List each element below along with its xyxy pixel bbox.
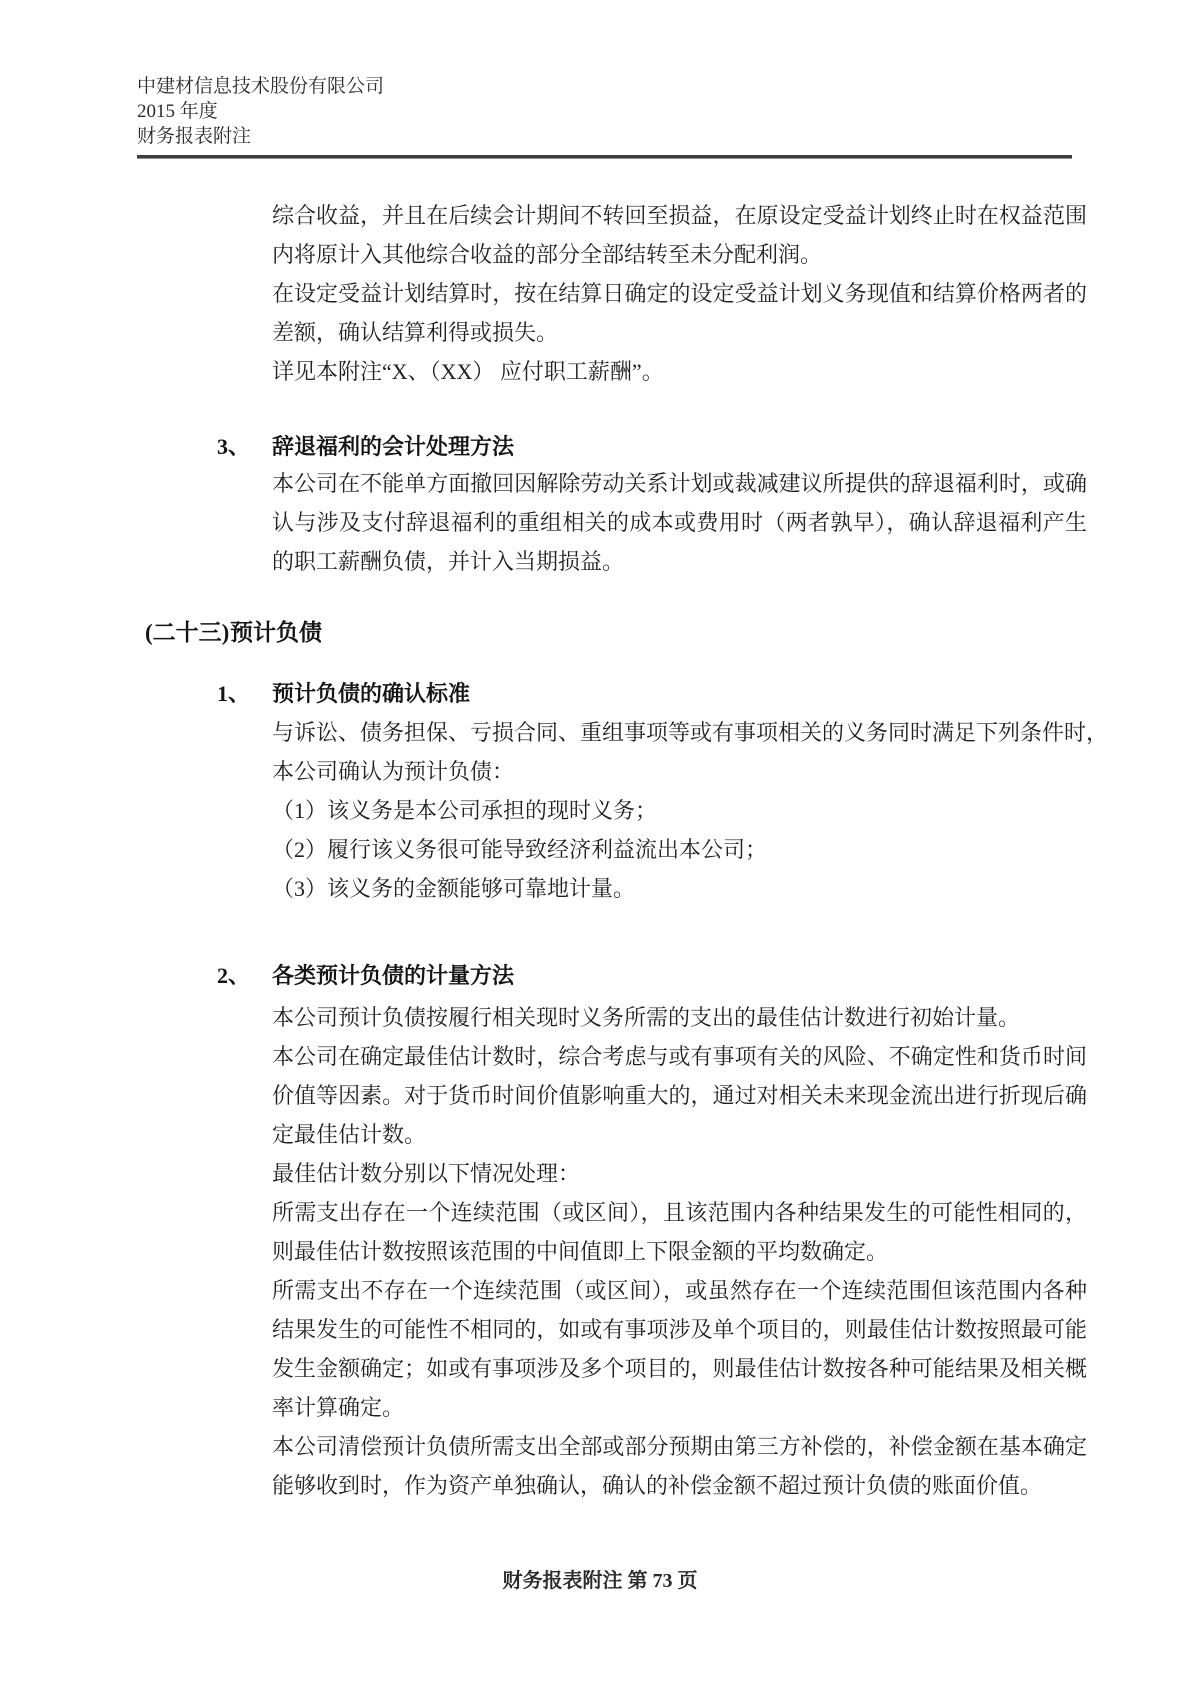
paragraph-line: 结果发生的可能性不相同的，如或有事项涉及单个项目的，则最佳估计数按照最可能 [272,1317,1087,1342]
heading-title: 预计负债的确认标准 [272,681,471,706]
paragraph-line: 最佳估计数分别以下情况处理： [272,1161,581,1186]
para-provision-recognition [272,713,1109,908]
heading-provision-recognition [217,674,1087,713]
paragraph-line: 内将原计入其他综合收益的部分全部结转至未分配利润。 [272,242,823,267]
paragraph-line: 则最佳估计数按照该范围的中间值即上下限金额的平均数确定。 [272,1239,889,1264]
para-termination-benefits [272,464,1087,581]
section-number: (二十三) [145,620,230,645]
header-year: 2015 年度 [137,101,218,122]
paragraph-line: 详见本附注“X、（XX） 应付职工薪酬”。 [272,359,664,384]
section-title: 预计负债 [230,620,322,645]
paragraph-line: 认与涉及支付辞退福利的重组相关的成本或费用时（两者孰早），确认辞退福利产生 [272,510,1087,535]
paragraph-line: 率计算确定。 [272,1395,405,1420]
paragraph-line: 的职工薪酬负债，并计入当期损益。 [272,549,625,574]
header-rule [137,155,1072,159]
heading-section-23-provisions [145,613,1087,652]
paragraph-line: 所需支出存在一个连续范围（或区间），且该范围内各种结果发生的可能性相同的， [272,1200,1087,1225]
paragraph-line: 本公司确认为预计负债： [272,759,515,784]
para-provision-measurement [272,998,1087,1505]
paragraph-line: （2）履行该义务很可能导致经济利益流出本公司； [272,837,768,862]
paragraph-line: 差额，确认结算利得或损失。 [272,320,559,345]
paragraph-line: 本公司清偿预计负债所需支出全部或部分预期由第三方补偿的，补偿金额在基本确定 [272,1434,1087,1459]
footer-text: 财务报表附注 第 73 页 [502,1570,698,1592]
heading-termination-benefits [217,427,1087,466]
heading-number: 1、 [217,681,251,706]
paragraph-line: 价值等因素。对于货币时间价值影响重大的，通过对相关未来现金流出进行折现后确 [272,1083,1087,1108]
paragraph-line: 与诉讼、债务担保、亏损合同、重组事项等或有事项相关的义务同时满足下列条件时， [272,720,1109,745]
header-company: 中建材信息技术股份有限公司 [137,76,385,97]
header-doc-title: 财务报表附注 [137,126,252,147]
heading-number: 2、 [217,963,251,988]
paragraph-line: （1）该义务是本公司承担的现时义务； [272,798,658,823]
paragraph-line: 本公司在不能单方面撤回因解除劳动关系计划或裁减建议所提供的辞退福利时，或确 [272,471,1087,496]
paragraph-line: 能够收到时，作为资产单独确认，确认的补偿金额不超过预计负债的账面价值。 [272,1473,1043,1498]
paragraph-line: 所需支出不存在一个连续范围（或区间），或虽然存在一个连续范围但该范围内各种 [272,1278,1087,1303]
paragraph-line: 定最佳估计数。 [272,1122,427,1147]
heading-title: 各类预计负债的计量方法 [272,963,515,988]
page-header [137,74,1072,149]
heading-number: 3、 [217,434,251,459]
heading-provision-measurement [217,956,1087,995]
paragraph-line: 本公司预计负债按履行相关现时义务所需的支出的最佳估计数进行初始计量。 [272,1005,1021,1030]
paragraph-line: 在设定受益计划结算时，按在结算日确定的设定受益计划义务现值和结算价格两者的 [272,281,1087,306]
paragraph-line: （3）该义务的金额能够可靠地计量。 [272,876,636,901]
page-footer [0,1568,1200,1594]
paragraph-line: 本公司在确定最佳估计数时，综合考虑与或有事项有关的风险、不确定性和货币时间 [272,1044,1087,1069]
paragraph-line: 发生金额确定；如或有事项涉及多个项目的，则最佳估计数按各种可能结果及相关概 [272,1356,1087,1381]
paragraph-line: 综合收益，并且在后续会计期间不转回至损益，在原设定受益计划终止时在权益范围 [272,203,1087,228]
para-defined-benefit-plan [272,196,1087,391]
heading-title: 辞退福利的会计处理方法 [272,434,515,459]
